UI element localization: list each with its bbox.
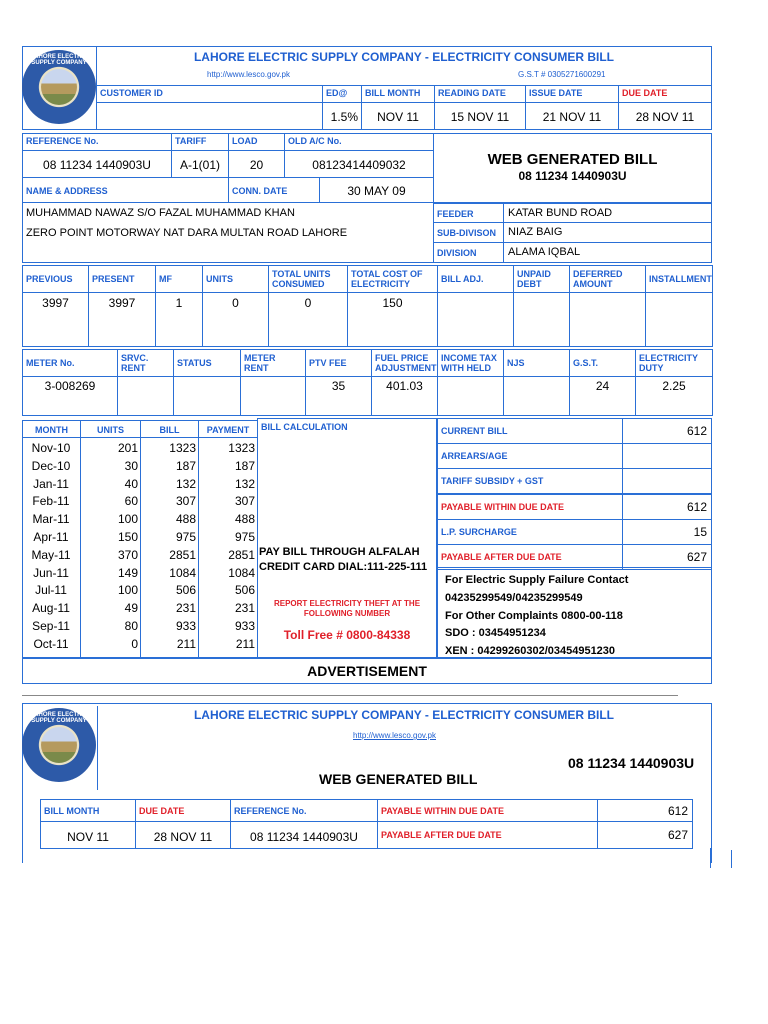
issue-date-value: 21 NOV 11 — [525, 102, 619, 130]
status-header: STATUS — [173, 349, 241, 377]
history-cell: 1323 — [169, 441, 196, 455]
feeder-label: FEEDER — [433, 203, 504, 223]
unpaid-debt-value — [513, 292, 570, 347]
history-cell: 60 — [124, 494, 138, 509]
history-cell: 49 — [124, 601, 138, 616]
stub-payable-within-value: 612 — [597, 799, 693, 822]
history-cell: 506 — [175, 583, 196, 598]
bill-calculation-label: BILL CALCULATION — [261, 422, 348, 432]
history-cell: Oct-11 — [33, 636, 69, 651]
consumer-name: MUHAMMAD NAWAZ S/O FAZAL MUHAMMAD KHAN — [26, 207, 295, 219]
bill-calculation-box — [257, 418, 437, 658]
bill-title: LAHORE ELECTRIC SUPPLY COMPANY - ELECTRICITY CONSUMER BILL — [193, 50, 615, 64]
division-value: ALAMA IQBAL — [503, 242, 712, 263]
history-cell: 132 — [175, 476, 196, 491]
due-date-header: DUE DATE — [618, 85, 712, 103]
stub-reference-value: 08 11234 1440903U — [230, 821, 378, 849]
web-bill-reference: 08 11234 1440903U — [518, 169, 627, 183]
division-label: DIVISION — [433, 242, 504, 263]
charge-label: PAYABLE AFTER DUE DATE — [437, 544, 623, 570]
stub-title: LAHORE ELECTRIC SUPPLY COMPANY - ELECTRICITY CONSUMER BILL — [193, 708, 615, 722]
bill-month-value: NOV 11 — [361, 102, 435, 130]
stub-logo-text: LAHORE ELECTRIC SUPPLY COMPANY — [30, 712, 88, 724]
report-theft-note: REPORT ELECTRICITY THEFT AT THE — [273, 599, 421, 608]
history-cell: 211 — [235, 636, 255, 651]
previous-header: PREVIOUS — [22, 265, 89, 293]
ed-value: 1.5% — [322, 102, 362, 130]
report-theft-note-2: FOLLOWING NUMBER — [303, 609, 391, 618]
ptv-fee-value: 35 — [305, 376, 372, 416]
name-address-header: NAME & ADDRESS — [22, 177, 229, 203]
stub-reference: 08 11234 1440903U — [568, 755, 695, 771]
srvc-rent-header: SRVC. RENT — [117, 349, 174, 377]
history-cell: 201 — [117, 441, 138, 455]
history-cell: 506 — [234, 583, 255, 598]
history-cell: 307 — [234, 494, 255, 509]
njs-header: NJS — [503, 349, 570, 377]
installment-header: INSTALLMENT — [645, 265, 713, 293]
history-cell: 187 — [175, 458, 196, 473]
subdivision-label: SUB-DIVISON — [433, 222, 504, 243]
contact-line: 04235299549/04235299549 — [445, 591, 583, 604]
total-cost-value: 150 — [347, 292, 438, 347]
fuel-price-adjustment-value: 401.03 — [371, 376, 438, 416]
gst-number: G.S.T # 0305271600291 — [518, 70, 606, 79]
tariff-value: A-1(01) — [171, 150, 229, 178]
stub-payable-after-value: 627 — [597, 821, 693, 849]
ptv-fee-header: PTV FEE — [305, 349, 372, 377]
history-cell: 187 — [234, 458, 255, 473]
njs-value — [503, 376, 570, 416]
present-header: PRESENT — [88, 265, 156, 293]
gst-value: 24 — [569, 376, 636, 416]
history-cell: Aug-11 — [32, 601, 70, 616]
present-value: 3997 — [88, 292, 156, 347]
subdivision-value: NIAZ BAIG — [503, 222, 712, 243]
history-cell: 975 — [234, 530, 255, 544]
web-bill-box — [433, 133, 712, 203]
deferred-amount-header: DEFERRED AMOUNT — [569, 265, 646, 293]
history-cell: 149 — [117, 565, 138, 580]
stub-logo-emblem — [41, 727, 77, 763]
history-column-divider — [140, 437, 141, 658]
ed-header: ED@ — [322, 85, 362, 103]
contacts — [445, 572, 628, 661]
gst-header: G.S.T. — [569, 349, 636, 377]
history-units-header: UNITS — [80, 420, 141, 438]
total-cost-header: TOTAL COST OF ELECTRICITY — [347, 265, 438, 293]
history-month-header: MONTH — [22, 420, 81, 438]
history-cell: 40 — [124, 476, 138, 491]
history-cell: 150 — [117, 530, 138, 544]
stub-lesco-logo — [22, 708, 96, 782]
charge-value: 612 — [622, 418, 712, 444]
history-cell: 933 — [175, 619, 196, 633]
charge-label: TARIFF SUBSIDY + GST — [437, 468, 623, 494]
website-link[interactable]: http://www.lesco.gov.pk — [207, 70, 290, 79]
stub-web-bill-title: WEB GENERATED BILL — [319, 771, 478, 787]
due-date-value: 28 NOV 11 — [618, 102, 712, 130]
stub-website-link[interactable]: http://www.lesco.gov.pk — [353, 731, 436, 740]
stub-edge-line — [710, 848, 711, 868]
meter-rent-header: METER RENT — [240, 349, 306, 377]
history-cell: 132 — [234, 476, 255, 491]
charge-label: PAYABLE WITHIN DUE DATE — [437, 494, 623, 520]
income-tax-value — [437, 376, 504, 416]
stub-reference-header: REFERENCE No. — [230, 799, 378, 822]
history-cell: Dec-10 — [31, 458, 71, 473]
total-units-header: TOTAL UNITS CONSUMED — [268, 265, 348, 293]
stub-due-date-value: 28 NOV 11 — [135, 821, 231, 849]
meter-no-header: METER No. — [22, 349, 118, 377]
consumer-address: ZERO POINT MOTORWAY NAT DARA MULTAN ROAD LAHORE — [26, 227, 348, 239]
history-cell: Jul-11 — [35, 583, 67, 598]
history-cell: 1084 — [228, 565, 255, 580]
charge-value: 612 — [622, 494, 712, 520]
web-bill-title: WEB GENERATED BILL — [487, 151, 658, 168]
unpaid-debt-header: UNPAID DEBT — [513, 265, 570, 293]
history-cell: 1084 — [169, 565, 196, 580]
history-cell: 231 — [175, 601, 196, 616]
pay-bill-note: PAY BILL THROUGH ALFALAH — [259, 546, 420, 558]
contact-line: SDO : 03454951234 — [445, 627, 546, 640]
history-cell: 488 — [234, 512, 255, 527]
history-cell: Mar-11 — [32, 512, 70, 527]
reference-value: 08 11234 1440903U — [22, 150, 172, 178]
history-cell: Nov-10 — [31, 441, 71, 455]
customer-id-header: CUSTOMER ID — [96, 85, 323, 103]
charge-value — [622, 443, 712, 469]
contact-line: XEN : 04299260302/03454951230 — [445, 645, 616, 658]
history-cell: 370 — [117, 547, 138, 562]
bill-adj-header: BILL ADJ. — [437, 265, 514, 293]
credit-card-note: CREDIT CARD DIAL:111-225-111 — [259, 561, 428, 573]
meter-rent-value — [240, 376, 306, 416]
stub-payable-after-label: PAYABLE AFTER DUE DATE — [377, 821, 598, 849]
history-bill-header: BILL — [140, 420, 199, 438]
tariff-header: TARIFF — [171, 133, 229, 151]
old-ac-header: OLD A/C No. — [284, 133, 434, 151]
stub-bill-month-header: BILL MONTH — [40, 799, 136, 822]
history-cell: 933 — [234, 619, 255, 633]
stub-payable-within-label: PAYABLE WITHIN DUE DATE — [377, 799, 598, 822]
charge-value — [622, 468, 712, 494]
installment-value — [645, 292, 713, 347]
toll-free-number: Toll Free # 0800-84338 — [283, 628, 411, 642]
reading-date-value: 15 NOV 11 — [434, 102, 526, 130]
history-cell: 211 — [176, 636, 196, 651]
charge-label: L.P. SURCHARGE — [437, 519, 623, 545]
bill-adj-value — [437, 292, 514, 347]
mf-header: MF — [155, 265, 203, 293]
history-column-divider — [198, 437, 199, 658]
logo-emblem — [41, 69, 77, 105]
bill-month-header: BILL MONTH — [361, 85, 435, 103]
history-cell: Sep-11 — [32, 619, 70, 633]
history-cell: 2851 — [169, 547, 196, 562]
history-cell: 100 — [117, 512, 138, 527]
advertisement-label: ADVERTISEMENT — [307, 663, 427, 679]
history-cell: 0 — [131, 636, 138, 651]
electricity-duty-value: 2.25 — [635, 376, 713, 416]
feeder-value: KATAR BUND ROAD — [503, 203, 712, 223]
history-cell: May-11 — [31, 547, 71, 562]
charge-value: 627 — [622, 544, 712, 570]
history-cell: 80 — [124, 619, 138, 633]
history-cell: 488 — [175, 512, 196, 527]
history-cell: 307 — [175, 494, 196, 509]
income-tax-header: INCOME TAX WITH HELD — [437, 349, 504, 377]
history-cell: 30 — [124, 458, 138, 473]
charge-label: ARREARS/AGE — [437, 443, 623, 469]
history-cell: 231 — [234, 601, 255, 616]
old-ac-value: 08123414409032 — [284, 150, 434, 178]
meter-no-value: 3-008269 — [22, 376, 118, 416]
reference-header: REFERENCE No. — [22, 133, 172, 151]
history-cell: 975 — [175, 530, 196, 544]
charge-value: 15 — [622, 519, 712, 545]
history-cell: Feb-11 — [32, 494, 70, 509]
logo-text: LAHORE ELECTRIC SUPPLY COMPANY — [30, 54, 88, 66]
mf-value: 1 — [155, 292, 203, 347]
lesco-logo — [22, 50, 96, 124]
contact-line: For Other Complaints 0800-00-118 — [445, 609, 623, 622]
history-cell: Apr-11 — [33, 530, 69, 544]
reading-date-header: READING DATE — [434, 85, 526, 103]
history-cell: Jun-11 — [33, 565, 69, 580]
status-value — [173, 376, 241, 416]
units-value: 0 — [202, 292, 269, 347]
history-cell: 1323 — [228, 441, 255, 455]
charge-label: CURRENT BILL — [437, 418, 623, 444]
stub-due-date-header: DUE DATE — [135, 799, 231, 822]
stub-edge-mark — [731, 850, 732, 868]
srvc-rent-value — [117, 376, 174, 416]
issue-date-header: ISSUE DATE — [525, 85, 619, 103]
fuel-price-adjustment-header: FUEL PRICE ADJUSTMENT — [371, 349, 438, 377]
cut-line — [22, 695, 678, 696]
history-payment-header: PAYMENT — [198, 420, 258, 438]
electricity-duty-header: ELECTRICITY DUTY — [635, 349, 713, 377]
conn-date-value: 30 MAY 09 — [319, 177, 434, 203]
load-header: LOAD — [228, 133, 285, 151]
conn-date-header: CONN. DATE — [228, 177, 320, 203]
customer-id-value — [96, 102, 323, 130]
total-units-value: 0 — [268, 292, 348, 347]
stub-bill-month-value: NOV 11 — [40, 821, 136, 849]
history-column-divider — [80, 437, 81, 658]
load-value: 20 — [228, 150, 285, 178]
history-cell: Jan-11 — [33, 476, 69, 491]
history-cell: 2851 — [228, 547, 255, 562]
units-header: UNITS — [202, 265, 269, 293]
history-cell: 100 — [117, 583, 138, 598]
deferred-amount-value — [569, 292, 646, 347]
contact-line: For Electric Supply Failure Contact — [445, 574, 629, 586]
previous-value: 3997 — [22, 292, 89, 347]
